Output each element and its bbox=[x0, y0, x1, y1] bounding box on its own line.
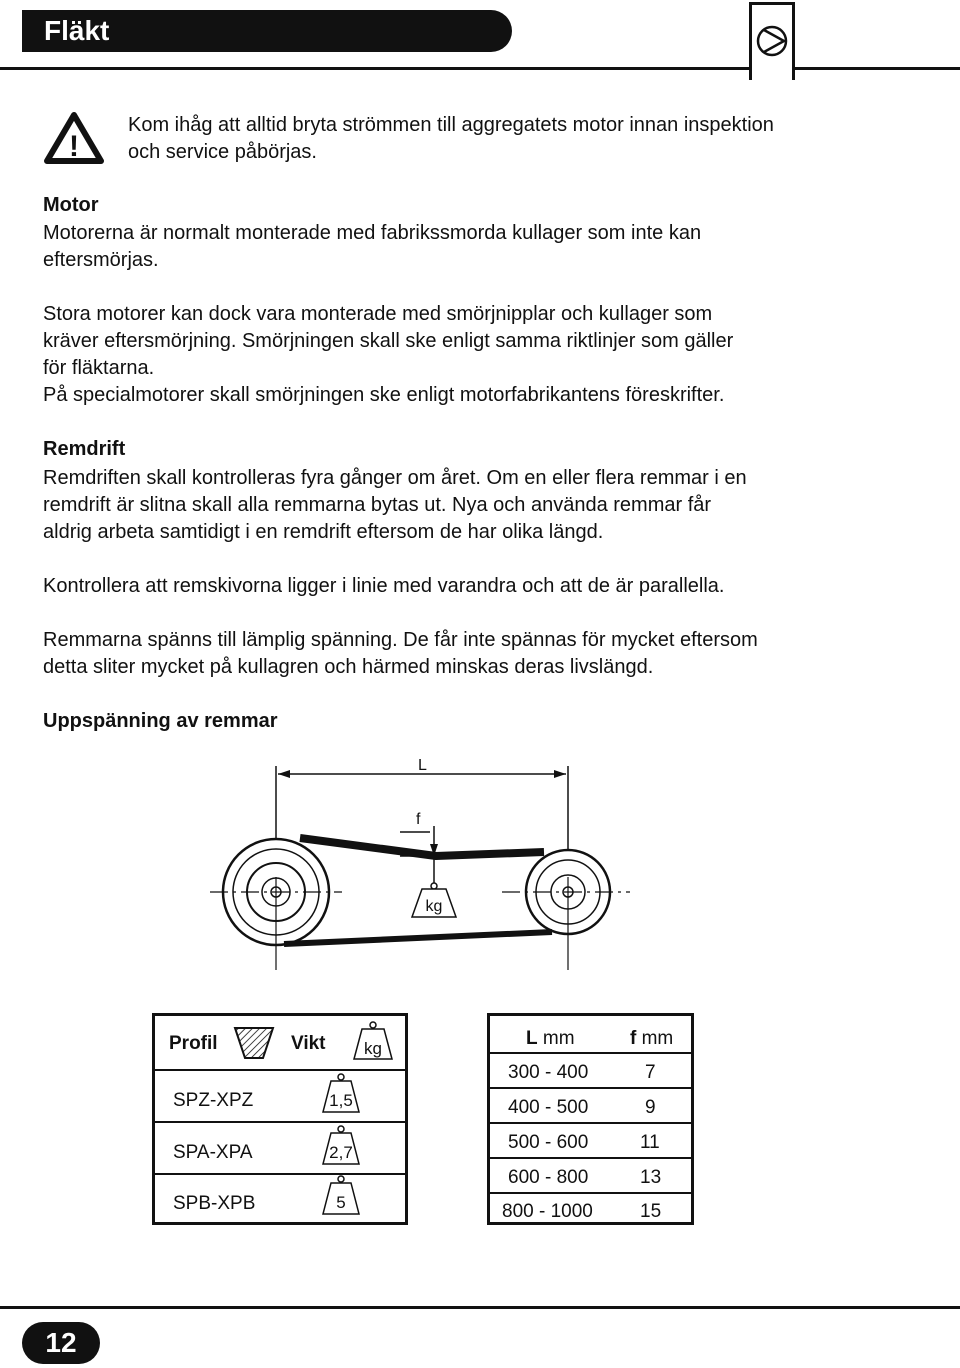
col-L-unit: mm bbox=[542, 1028, 575, 1049]
weight-icon bbox=[351, 1020, 395, 1062]
weight-kg bbox=[412, 883, 456, 917]
footer-rule bbox=[0, 1306, 960, 1309]
remdrift-paragraph-1 bbox=[43, 465, 819, 546]
col-L-header bbox=[526, 1028, 575, 1050]
f-cell: 9 bbox=[645, 1097, 656, 1118]
page-number: 12 bbox=[22, 1322, 100, 1364]
text-line: Motorerna är normalt monterade med fabrikssmorda kullager som inte kan bbox=[43, 222, 702, 244]
col-f-header bbox=[630, 1028, 673, 1050]
f-cell: 7 bbox=[645, 1062, 656, 1083]
svg-text:!: ! bbox=[69, 130, 79, 163]
table-divider bbox=[490, 1157, 691, 1159]
L-cell: 800 - 1000 bbox=[502, 1201, 593, 1222]
fan-symbol-tab bbox=[749, 2, 795, 80]
warning-line: Kom ihåg att alltid bryta strömmen till aggregatets motor innan inspektion bbox=[128, 114, 774, 136]
text-line: På specialmotorer skall smörjningen ske enligt motorfabrikantens föreskrifter. bbox=[43, 384, 725, 406]
col-weight-header: Vikt bbox=[291, 1033, 326, 1054]
profile-cell: SPZ-XPZ bbox=[173, 1090, 254, 1111]
motor-heading: Motor bbox=[43, 194, 99, 216]
profile-cell: SPA-XPA bbox=[173, 1142, 253, 1163]
page-title: Fläkt bbox=[22, 10, 512, 52]
weight-value: 5 bbox=[336, 1193, 346, 1212]
header-rule bbox=[0, 67, 960, 70]
table-divider bbox=[490, 1122, 691, 1124]
col-f-unit: mm bbox=[641, 1028, 674, 1049]
tensioning-heading: Uppspänning av remmar bbox=[43, 710, 278, 732]
motor-paragraph-2 bbox=[43, 301, 819, 409]
weight-value: 1,5 bbox=[329, 1091, 353, 1110]
weight-value: 2,7 bbox=[329, 1143, 353, 1162]
weight-icon bbox=[319, 1072, 363, 1116]
remdrift-heading: Remdrift bbox=[43, 438, 126, 460]
text-line: Stora motorer kan dock vara monterade med smörjnipplar och kullager som bbox=[43, 303, 713, 325]
weight-unit: kg bbox=[364, 1039, 382, 1058]
col-L-symbol: L bbox=[526, 1028, 538, 1049]
f-cell: 11 bbox=[640, 1132, 660, 1153]
warning-line: och service påbörjas. bbox=[128, 141, 317, 163]
col-f-symbol: f bbox=[630, 1028, 637, 1049]
belt-top bbox=[300, 838, 544, 856]
col-profile-header: Profil bbox=[169, 1033, 218, 1054]
text-line: för fläktarna. bbox=[43, 357, 155, 379]
belt-bottom bbox=[284, 932, 552, 944]
L-cell: 300 - 400 bbox=[508, 1062, 589, 1083]
table-divider bbox=[155, 1173, 405, 1175]
belt-tension-diagram bbox=[200, 752, 640, 972]
profile-cell: SPB-XPB bbox=[173, 1193, 256, 1214]
text-line: Remdriften skall kontrolleras fyra gånger om året. Om en eller flera remmar i en bbox=[43, 467, 747, 489]
v-belt-profile-icon bbox=[233, 1026, 275, 1060]
label-kg: kg bbox=[425, 898, 443, 915]
label-L: L bbox=[418, 757, 427, 774]
table-divider bbox=[490, 1052, 691, 1054]
text-line: kräver eftersmörjning. Smörjningen skall ske enligt samma riktlinjer som gäller bbox=[43, 330, 734, 352]
label-f: f bbox=[416, 811, 421, 828]
table-divider bbox=[490, 1192, 691, 1194]
fan-icon bbox=[752, 5, 792, 77]
L-cell: 400 - 500 bbox=[508, 1097, 589, 1118]
table-divider bbox=[490, 1087, 691, 1089]
deflection-table bbox=[487, 1013, 694, 1225]
warning-icon bbox=[44, 112, 104, 164]
profile-weight-table bbox=[152, 1013, 408, 1225]
text-line: Remmarna spänns till lämplig spänning. De får inte spännas för mycket eftersom bbox=[43, 629, 758, 651]
arrow-head bbox=[554, 770, 566, 778]
text-line: remdrift är slitna skall alla remmarna bytas ut. Nya och använda remmar får bbox=[43, 494, 712, 516]
text-line: eftersmörjas. bbox=[43, 249, 159, 271]
warning-text bbox=[128, 112, 828, 166]
text-line: detta sliter mycket på kullagren och härmed minskas deras livslängd. bbox=[43, 656, 654, 678]
L-cell: 600 - 800 bbox=[508, 1167, 589, 1188]
table-divider bbox=[155, 1069, 405, 1071]
table-divider bbox=[155, 1121, 405, 1123]
text-line: Kontrollera att remskivorna ligger i linie med varandra och att de är parallella. bbox=[43, 575, 725, 597]
weight-icon bbox=[319, 1124, 363, 1168]
L-cell: 500 - 600 bbox=[508, 1132, 589, 1153]
remdrift-paragraph-3 bbox=[43, 627, 819, 681]
remdrift-paragraph-2 bbox=[43, 573, 819, 600]
f-cell: 15 bbox=[640, 1201, 662, 1222]
arrow-head bbox=[278, 770, 290, 778]
weight-icon bbox=[319, 1174, 363, 1218]
f-cell: 13 bbox=[640, 1167, 662, 1188]
motor-paragraph-1 bbox=[43, 220, 819, 274]
text-line: aldrig arbeta samtidigt i en remdrift eftersom de har olika längd. bbox=[43, 521, 604, 543]
